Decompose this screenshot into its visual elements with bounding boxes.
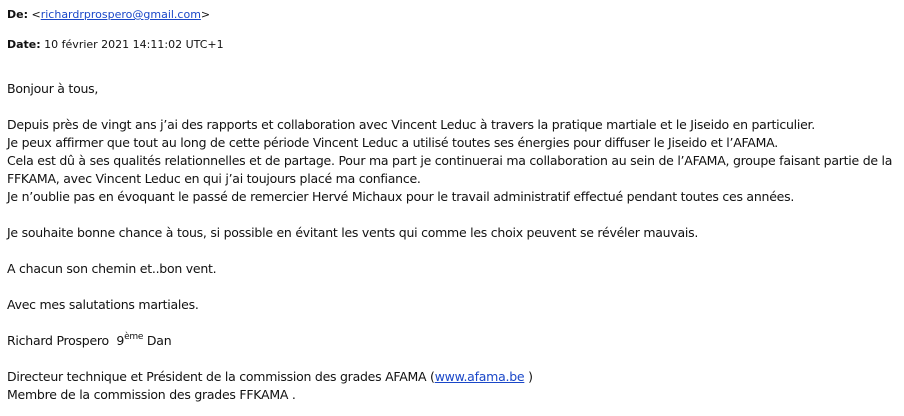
date-label: Date: <box>7 38 41 51</box>
from-email-link[interactable]: richardrprospero@gmail.com <box>40 8 201 21</box>
paragraph-line: FFKAMA, avec Vincent Leduc en qui j’ai toujours placé ma confiance. <box>7 171 421 186</box>
signature-rank-sup: ème <box>124 332 144 342</box>
paragraph-line: Avec mes salutations martiales. <box>7 297 199 312</box>
signature-title-text: Directeur technique et Président de la commission des grades AFAMA ( <box>7 369 435 384</box>
paragraph-line: Je n’oublie pas en évoquant le passé de remercier Hervé Michaux pour le travail administratif effectué pendant toutes ces années. <box>7 189 795 204</box>
email-body <box>7 80 892 404</box>
paragraph-line: Depuis près de vingt ans j’ai des rapports et collaboration avec Vincent Leduc à travers la pratique martiale et le Jiseido en particulier. <box>7 117 815 132</box>
greeting-text: Bonjour à tous, <box>7 81 99 96</box>
signature-rank-word: Dan <box>146 333 172 348</box>
paragraph-farewell <box>7 260 892 278</box>
signature-title-line2: Membre de la commission des grades FFKAMA . <box>7 387 296 402</box>
paragraph-line: A chacun son chemin et..bon vent. <box>7 261 217 276</box>
from-header <box>7 8 210 22</box>
signature-titles <box>7 368 892 404</box>
signature-title-end: ) <box>524 369 533 384</box>
signature-name-line <box>7 332 892 350</box>
greeting <box>7 80 892 98</box>
paragraph-salutation <box>7 296 892 314</box>
signature-rank-number: 9 <box>116 333 125 348</box>
signature-title-row <box>7 368 892 386</box>
paragraph-line: Je peux affirmer que tout au long de cette période Vincent Leduc a utilisé toutes ses énergies pour diffuser le Jiseido et l’AFAMA. <box>7 135 778 150</box>
paragraph-line: Je souhaite bonne chance à tous, si possible en évitant les vents qui comme les choix peuvent se révéler mauvais. <box>7 225 699 240</box>
date-value: 10 février 2021 14:11:02 UTC+1 <box>44 38 224 51</box>
signature-name-row <box>7 332 892 350</box>
signature-name: Richard Prospero <box>7 333 109 348</box>
paragraph-wishes <box>7 224 892 242</box>
paragraph-line: Cela est dû à ses qualités relationnelles et de partage. Pour ma part je continuerai ma collaboration au sein de l’AFAMA, groupe faisant partie de la <box>7 153 893 168</box>
from-label: De: <box>7 8 28 21</box>
from-close-bracket: > <box>200 8 211 21</box>
date-header <box>7 38 224 52</box>
from-open-bracket: < <box>31 8 41 21</box>
paragraph-main <box>7 116 892 206</box>
website-link[interactable]: www.afama.be <box>434 369 525 384</box>
